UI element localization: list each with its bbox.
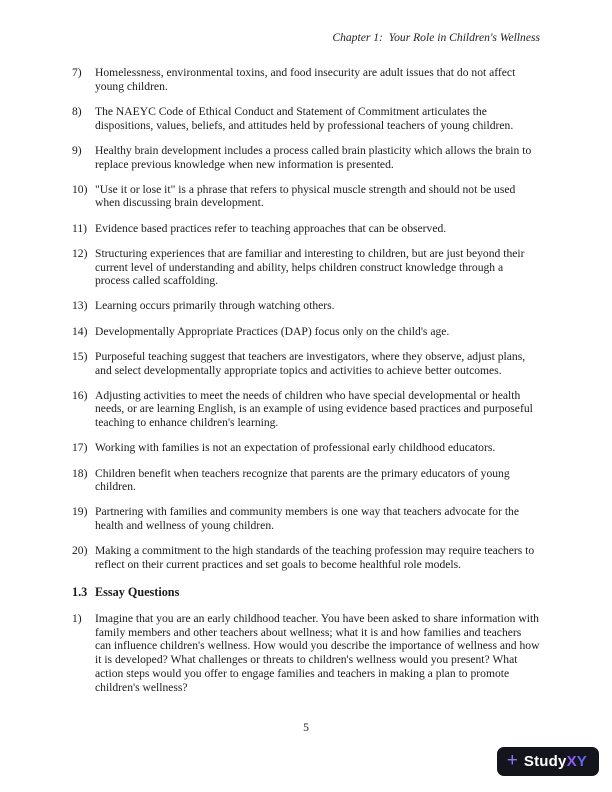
list-item (72, 389, 540, 430)
item-number: 18) (72, 466, 88, 480)
item-number: 19) (72, 505, 88, 519)
item-number: 17) (72, 441, 88, 455)
list-item (72, 467, 540, 494)
item-text: Imagine that you are an early childhood teacher. You have been asked to share information with family members and other teachers about wellness; what it is and how families and teachers can influence children's wellness. How would you describe the importance of wellness and how it is developed? What challenges or threats to children's wellness would you present? What action steps would you offer to engage families and teachers in making a plan to promote children's wellness? (95, 611, 540, 694)
list-item (72, 299, 540, 313)
item-text: Evidence based practices refer to teaching approaches that can be observed. (95, 221, 447, 235)
item-number: 20) (72, 544, 88, 558)
item-text: Developmentally Appropriate Practices (DAP) focus only on the child's age. (95, 324, 450, 338)
item-text: Working with families is not an expectation of professional early childhood educators. (95, 441, 496, 455)
chapter-title: Chapter 1: Your Role in Children's Wellness (332, 31, 540, 44)
list-item (72, 441, 540, 455)
list-item (72, 350, 540, 377)
item-number: 7) (72, 66, 82, 79)
essay-question-list (72, 612, 540, 694)
item-text: Children benefit when teachers recognize that parents are the primary educators of young children. (95, 466, 510, 494)
item-text: The NAEYC Code of Ethical Conduct and Statement of Commitment articulates the dispositions, values, beliefs, and attitudes held by professional teachers of young children. (95, 104, 514, 132)
item-number: 16) (72, 388, 88, 402)
list-item (72, 505, 540, 532)
list-item (72, 247, 540, 288)
list-item (72, 222, 540, 236)
logo-wordmark (523, 752, 587, 770)
logo-text-y: Y (576, 752, 587, 770)
item-number: 10) (72, 182, 88, 196)
item-text: "Use it or lose it" is a phrase that refers to physical muscle strength and should not be used when discussing brain development. (95, 182, 516, 210)
studyxy-logo (497, 747, 599, 776)
page-number: 5 (303, 721, 309, 734)
item-text: Purposeful teaching suggest that teachers are investigators, where they observe, adjust plans, and select developmentally appropriate topics and activities to achieve better outcomes. (95, 349, 526, 377)
list-item (72, 325, 540, 339)
item-number: 14) (72, 324, 88, 338)
item-text: Healthy brain development includes a process called brain plasticity which allows the brain to replace previous knowledge when new information is presented. (95, 143, 532, 171)
list-item (72, 544, 540, 571)
section-title: Essay Questions (95, 584, 180, 599)
list-item (72, 66, 540, 93)
list-item (72, 183, 540, 210)
item-number: 15) (72, 349, 88, 363)
logo-text-study: Study (523, 752, 567, 770)
item-number: 1) (72, 611, 82, 625)
list-item (72, 144, 540, 171)
item-number: 11) (72, 221, 88, 235)
item-text: Making a commitment to the high standards of the teaching profession may require teachers to reflect on their current practices and set goals to become healthful role models. (95, 544, 535, 572)
list-item (72, 105, 540, 132)
item-text: Adjusting activities to meet the needs of children who have special developmental or health needs, or are learning English, is an example of using evidence based practices and purposeful teaching to enhance children's learning. (95, 388, 533, 430)
item-text: Homelessness, environmental toxins, and food insecurity are adult issues that do not affect young children. (95, 66, 516, 93)
section-number: 1.3 (72, 584, 88, 599)
true-false-list (72, 66, 540, 572)
item-number: 12) (72, 246, 88, 260)
item-number: 13) (72, 299, 88, 313)
list-item (72, 612, 540, 694)
page-header (332, 31, 540, 45)
section-heading (72, 586, 540, 600)
item-number: 9) (72, 143, 82, 157)
item-text: Structuring experiences that are familiar and interesting to children, but are just beyond their current level of understanding and ability, helps children construct knowledge through a process called scaffolding. (95, 246, 525, 288)
plus-icon: + (506, 750, 518, 771)
item-text: Partnering with families and community members is one way that teachers advocate for the health and wellness of young children. (95, 505, 520, 533)
item-text: Learning occurs primarily through watching others. (95, 299, 335, 313)
item-number: 8) (72, 104, 82, 118)
page-content (72, 66, 540, 706)
logo-text-x: X (566, 752, 577, 770)
